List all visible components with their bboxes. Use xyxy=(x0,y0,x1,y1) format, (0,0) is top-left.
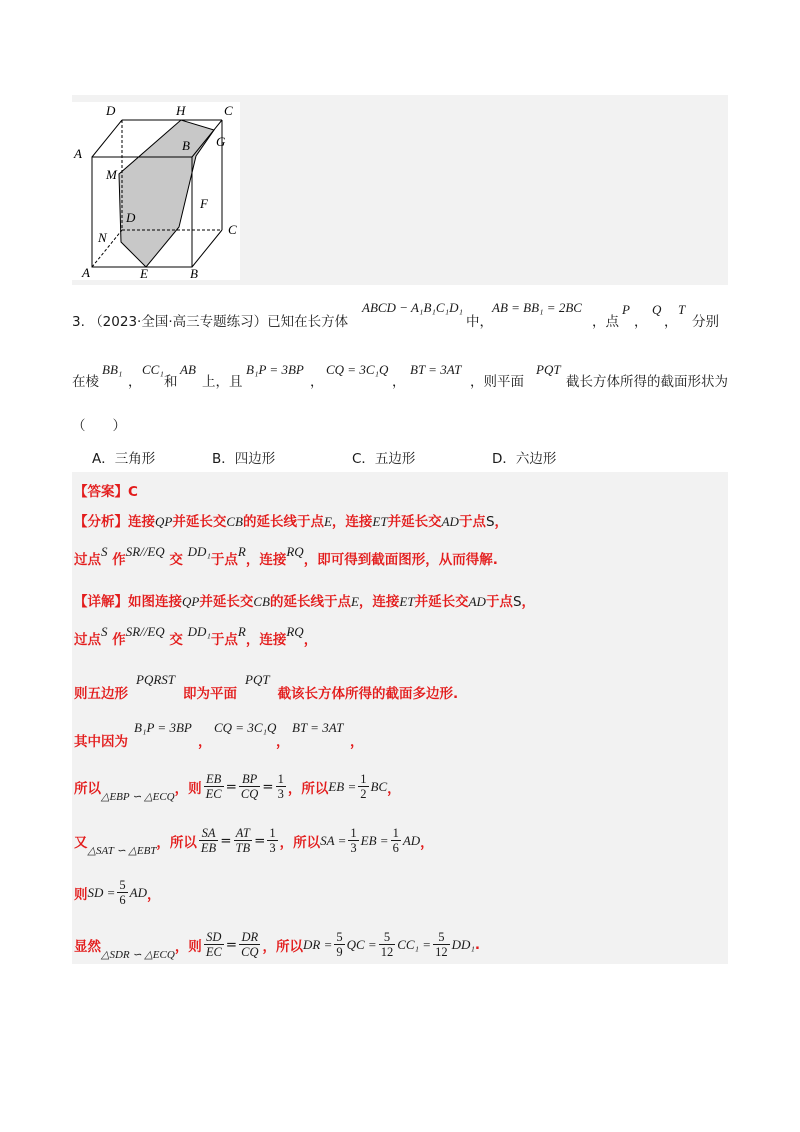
num: EB xyxy=(205,772,222,786)
frac-EB-EC xyxy=(204,772,224,801)
text: ， xyxy=(303,632,318,648)
question-source: （2023·全国·高三专题练习）已知在长方体 xyxy=(89,314,349,330)
den: 6 xyxy=(392,841,399,855)
den: 3 xyxy=(350,841,357,855)
frac-1-2 xyxy=(358,772,368,801)
text: 并延长交 xyxy=(199,594,254,610)
math-PQT: PQT xyxy=(245,672,270,687)
sep-5: ， xyxy=(392,374,406,390)
math-E: E xyxy=(323,514,332,529)
text: 于点 xyxy=(210,632,238,648)
option-a: A．三角形 xyxy=(92,451,156,467)
question-number: 3. xyxy=(72,314,85,330)
question-paren: （ ） xyxy=(72,418,126,434)
label-M: M xyxy=(106,167,117,182)
math-BC: BC xyxy=(370,778,388,794)
math-SR-EQ: SR//EQ xyxy=(125,624,165,639)
frac-5-9 xyxy=(334,930,344,959)
math-solid: ABCD − A₁B₁C₁D₁ xyxy=(362,300,463,315)
math-c2: CQ = 3C₁Q xyxy=(326,362,389,377)
analysis-line-1 xyxy=(74,510,508,530)
num: 5 xyxy=(438,930,445,944)
math-R: R xyxy=(237,624,246,639)
comma: ， xyxy=(147,886,161,903)
num: 1 xyxy=(269,826,276,840)
math: SD = xyxy=(87,884,116,900)
frac-BP-CQ xyxy=(239,772,260,801)
label-C: C xyxy=(228,222,237,237)
math-AD: AD xyxy=(441,514,459,529)
den: EB xyxy=(200,841,217,855)
math: QC = xyxy=(346,936,377,952)
option-d: D．六边形 xyxy=(492,451,557,467)
math-DD1: DD₁ xyxy=(451,936,475,952)
text-dian: ，点 xyxy=(592,314,619,330)
num: 5 xyxy=(119,878,126,892)
frac-1-3 xyxy=(267,826,277,855)
frac-SD-EC xyxy=(204,930,224,959)
detail-line-8: 显然 △SDR ∽ △ECQ ，则 $\frac{SD}{EC}$ = $\frac{DR}{CQ}$ ，所以 DR = $\frac{5}{9}$ QC = $\frac{5}{12}$ CC₁ = $\frac{5}{12}$ DD₁ . xyxy=(74,930,481,961)
analysis-label: 【分析】 xyxy=(74,514,128,530)
math-c3: BT = 3AT xyxy=(292,720,344,735)
math-PQRST: PQRST xyxy=(136,672,175,687)
edge xyxy=(92,230,122,267)
math-AD: AD xyxy=(468,594,486,609)
text: 并延长交 xyxy=(387,514,442,530)
label-A: A xyxy=(82,265,90,280)
num: 5 xyxy=(383,930,391,944)
label-H: H xyxy=(176,103,186,118)
math-sim3: △SDR ∽ △ECQ xyxy=(101,949,175,961)
text: ， xyxy=(521,594,536,610)
den: 9 xyxy=(336,945,343,959)
text: 于点 xyxy=(485,594,513,610)
math-sim1: △EBP ∽ △ECQ xyxy=(101,791,175,803)
num: DR xyxy=(241,930,259,944)
text: 作 xyxy=(112,632,126,648)
math-RQ: RQ xyxy=(286,624,304,639)
frac-5-12 xyxy=(433,930,450,959)
edge xyxy=(192,230,222,267)
text: 于点 xyxy=(458,514,486,530)
text: ，连接 xyxy=(358,594,400,610)
num: SA xyxy=(201,826,216,840)
math-S: S xyxy=(512,594,522,610)
text: ，所以 xyxy=(156,834,197,851)
math-CB: CB xyxy=(253,594,270,609)
text: 的延长线于点 xyxy=(269,594,351,610)
frac-5-12 xyxy=(379,930,396,959)
math-R: R xyxy=(237,544,246,559)
math-SR-EQ: SR//EQ xyxy=(125,544,165,559)
math: DR = xyxy=(302,936,333,952)
detail-label: 【详解】 xyxy=(74,594,128,610)
math-T: T xyxy=(678,302,686,317)
math: SA = xyxy=(320,832,347,848)
math-E: E xyxy=(350,594,359,609)
text: ，则 xyxy=(174,780,202,797)
text: 其中因为 xyxy=(74,734,128,750)
frac-DR-CQ xyxy=(239,930,260,959)
text-jie: 截长方体所得的截面形状为 xyxy=(566,374,728,390)
math-S: S xyxy=(485,514,495,530)
text: 交 xyxy=(169,632,183,648)
math-CC1: CC₁ xyxy=(142,362,164,377)
label-E: E xyxy=(140,266,148,280)
math-BB1: BB₁ xyxy=(102,362,123,377)
text: 则五边形 xyxy=(74,686,128,702)
comma: ， xyxy=(198,734,212,750)
text-shangqie: 上，且 xyxy=(202,374,243,390)
text: ，连接 xyxy=(331,514,373,530)
den: 2 xyxy=(360,787,367,801)
text-zhong: 中， xyxy=(466,314,493,330)
text: 过点 xyxy=(74,552,101,568)
den: CQ xyxy=(240,787,259,801)
math-AB: AB xyxy=(180,362,196,377)
text: 的延长线于点 xyxy=(242,514,324,530)
text: ，所以 xyxy=(287,780,329,797)
question-line-1 xyxy=(72,310,348,330)
detail-line-3 xyxy=(74,672,459,702)
num: 1 xyxy=(350,826,357,840)
detail-line-7 xyxy=(74,878,161,907)
sep-3: ， xyxy=(128,374,142,390)
text: ， xyxy=(494,514,509,530)
cuboid-figure xyxy=(72,102,240,280)
label-D1: D xyxy=(106,103,116,118)
den: 3 xyxy=(277,787,284,801)
text: 所以 xyxy=(74,780,101,797)
text: ，所以 xyxy=(262,938,303,955)
label-B1: B xyxy=(182,138,190,153)
den: EC xyxy=(205,787,222,801)
frac-5-6 xyxy=(117,878,127,907)
text: 作 xyxy=(112,552,126,568)
den: 6 xyxy=(119,893,126,907)
math-ET: ET xyxy=(372,514,388,529)
frac-1-3 xyxy=(276,772,286,801)
text: 如图连接 xyxy=(128,594,182,610)
period: . xyxy=(474,936,481,953)
text: 又 xyxy=(74,834,88,851)
num: 5 xyxy=(336,930,343,944)
text: ，连接 xyxy=(245,552,287,568)
detail-line-5: 所以 △EBP ∽ △ECQ ，则 $\frac{EB}{EC}$ = $\frac{BP}{CQ}$ = $\frac{1}{3}$ ，所以 EB = $\frac{1}{2}$ BC ， xyxy=(74,772,401,803)
den: EC xyxy=(205,945,222,959)
text: ，则 xyxy=(174,938,202,955)
sep-2: ， xyxy=(664,314,678,330)
math-c1: B₁P = 3BP xyxy=(134,720,192,735)
text-he: 和 xyxy=(164,374,178,390)
detail-line-4 xyxy=(74,730,128,750)
den: 12 xyxy=(435,945,448,959)
num: 1 xyxy=(392,826,399,840)
answer-panel xyxy=(72,472,728,964)
num: SD xyxy=(206,930,222,944)
math-c2: CQ = 3C₁Q xyxy=(214,720,277,735)
text: 则 xyxy=(74,886,88,903)
math-PQT: PQT xyxy=(536,362,561,377)
frac-1-3 xyxy=(348,826,358,855)
text-zepingmian: ，则平面 xyxy=(470,374,524,390)
frac-SA-EB xyxy=(199,826,218,855)
label-G: G xyxy=(216,134,226,149)
text: 于点 xyxy=(210,552,238,568)
den: 3 xyxy=(269,841,276,855)
text: 截该长方体所得的截面多边形. xyxy=(277,686,459,702)
comma: ， xyxy=(387,780,401,797)
label-B: B xyxy=(190,266,198,280)
math-AD: AD xyxy=(402,832,421,848)
sep-4: ， xyxy=(310,374,324,390)
text: 过点 xyxy=(74,632,101,648)
math: EB = xyxy=(360,832,389,848)
den: 12 xyxy=(380,945,394,959)
label-D: D xyxy=(126,210,136,225)
edge xyxy=(92,120,122,157)
math-RQ: RQ xyxy=(286,544,304,559)
text: 并延长交 xyxy=(172,514,227,530)
comma: ， xyxy=(350,734,364,750)
math-cond1: AB = BB₁ = 2BC xyxy=(492,300,582,315)
math-P: P xyxy=(622,302,630,317)
num: AT xyxy=(235,826,250,840)
math-Q: Q xyxy=(652,302,662,317)
comma: ， xyxy=(420,834,434,851)
math-QP: QP xyxy=(182,594,200,609)
math-DD1: DD₁ xyxy=(187,624,211,639)
math-ET: ET xyxy=(399,594,415,609)
option-c: C．五边形 xyxy=(352,451,416,467)
math-c1: B₁P = 3BP xyxy=(246,362,304,377)
figure-box xyxy=(72,102,240,280)
math-S: S xyxy=(101,624,108,639)
sep-1: ， xyxy=(634,314,648,330)
detail-line-6: 又 △SAT ∽ △EBT ，所以 $\frac{SA}{EB}$ = $\frac{AT}{TB}$ = $\frac{1}{3}$ ，所以 SA = $\frac{1}{3}$ EB = $\frac{1}{6}$ AD ， xyxy=(74,826,434,857)
option-b: B．四边形 xyxy=(212,451,276,467)
text-zaileng: 在棱 xyxy=(72,374,99,390)
den: CQ xyxy=(241,945,259,959)
math-QP: QP xyxy=(155,514,173,529)
math-sim2: △SAT ∽ △EBT xyxy=(87,845,157,857)
text: ，所以 xyxy=(279,834,321,851)
text: 显然 xyxy=(74,938,101,955)
answer-label: 【答案】C xyxy=(74,484,138,500)
math: CC₁ = xyxy=(397,936,432,952)
text: 并延长交 xyxy=(414,594,469,610)
num: BP xyxy=(241,772,258,786)
frac-AT-TB xyxy=(234,826,253,855)
text: 交 xyxy=(169,552,183,568)
num: 1 xyxy=(360,772,367,786)
math: EB = xyxy=(328,778,357,794)
math-c3: BT = 3AT xyxy=(410,362,462,377)
label-C1: C xyxy=(224,103,233,118)
text-fenbie: 分别 xyxy=(692,314,719,330)
text: 即为平面 xyxy=(183,686,237,702)
label-N: N xyxy=(98,230,107,245)
math-DD1: DD₁ xyxy=(187,544,211,559)
den: TB xyxy=(235,841,251,855)
analysis-line-2 xyxy=(74,544,498,568)
num: 1 xyxy=(277,772,284,786)
section-polygon xyxy=(119,120,214,267)
frac-1-6 xyxy=(391,826,401,855)
label-A1: A xyxy=(74,146,82,161)
comma: ， xyxy=(276,734,290,750)
math-CB: CB xyxy=(226,514,243,529)
label-F: F xyxy=(200,196,208,211)
text: ，连接 xyxy=(245,632,287,648)
detail-line-2 xyxy=(74,624,318,648)
text: 连接 xyxy=(128,514,155,530)
math-S: S xyxy=(101,544,108,559)
detail-line-1 xyxy=(74,590,535,610)
math-AD: AD xyxy=(129,884,148,900)
text: ，即可得到截面图形，从而得解. xyxy=(303,552,498,568)
